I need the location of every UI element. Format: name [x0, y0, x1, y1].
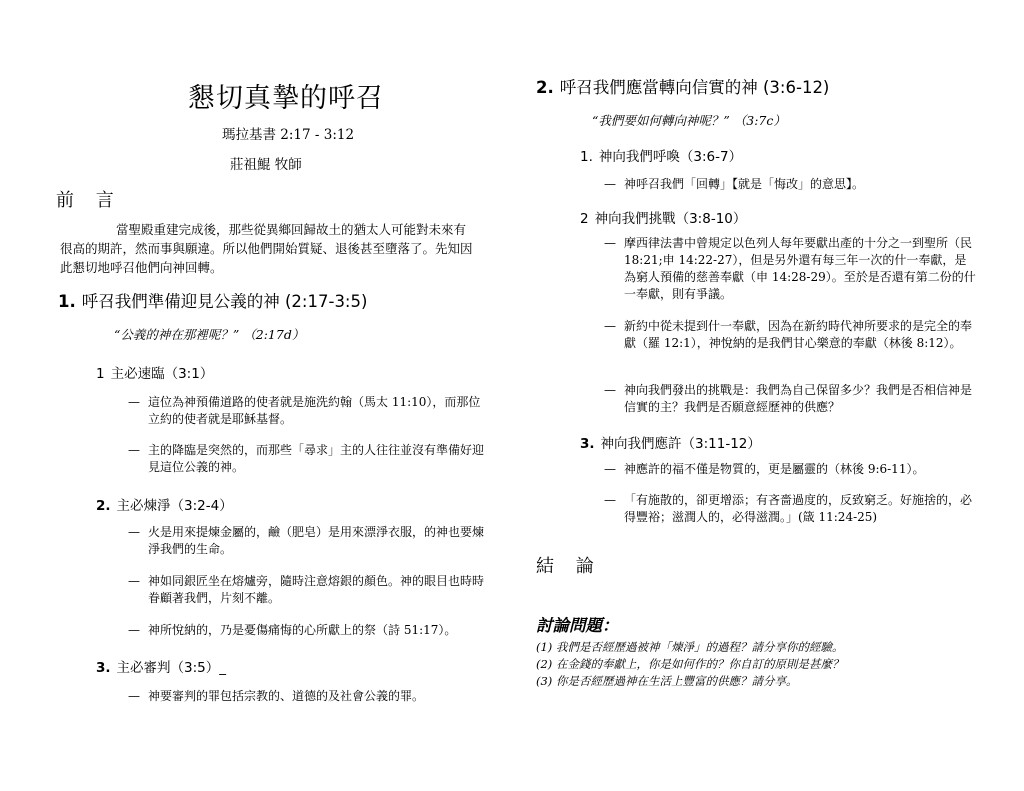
section-1-sub-3-heading [96, 656, 226, 676]
section-1-sub-1-title: 主必速臨（3:1） [110, 366, 214, 382]
author-line: 莊祖鯤 牧師 [230, 157, 302, 173]
section-2-sub-1-heading [580, 145, 742, 165]
section-2-sub-3-number: 3. [580, 436, 595, 452]
section-2-sub-1-number: 1. [580, 149, 593, 165]
list-item [604, 235, 976, 303]
bullet-text: 「有施散的，卻更增添；有吝嗇過度的，反致窮乏。好施捨的，必得豐裕；滋潤人的，必得滋潤。」(箴 11:24-25) [624, 493, 973, 524]
bullet-text: 新約中從未提到什一奉獻，因為在新約時代神所要求的是完全的奉獻（羅 12:1），神悅納的是我們甘心樂意的奉獻（林後 8:12）。 [624, 319, 973, 350]
section-1-heading [58, 288, 367, 312]
bullet-text: 神應許的福不僅是物質的，更是屬靈的（林後 9:6-11）。 [624, 462, 925, 476]
bullet-text: 神呼召我們「回轉」【就是「悔改」的意思】。 [624, 177, 865, 191]
bullet-text: 神向我們發出的挑戰是：我們為自己保留多少？我們是否相信神是信實的主？我們是否願意經歷神的供應？ [624, 383, 973, 414]
discussion-title: 討論問題： [536, 616, 619, 635]
section-2-sub-3-heading [580, 432, 761, 452]
bullet-text: 火是用來提煉金屬的，鹼（肥皂）是用來漂淨衣服，的神也要煉淨我們的生命。 [148, 525, 485, 556]
section-1-number: 1. [58, 292, 76, 311]
section-2-heading [536, 74, 829, 98]
discussion-item: (1) 我們是否經歷過被神「煉淨」的過程？請分享你的經驗。 [536, 640, 844, 654]
dash-bullet-icon: — [128, 525, 140, 539]
section-2-sub-2-title: 神向我們挑戰（3:8-10） [594, 211, 747, 227]
section-2-number: 2. [536, 78, 554, 97]
section-1-sub-1-heading [96, 362, 213, 382]
intro-paragraph: 當聖殿重建完成後，那些從異鄉回歸故土的猶太人可能對未來有很高的期許，然而事與願違。所以他們開始質疑、退後甚至墮落了。先知因此懇切地呼召他們向神回轉。 [60, 222, 473, 275]
section-1-sub-2-heading [96, 494, 233, 514]
bullet-text: 神所悅納的，乃是憂傷痛悔的心所獻上的祭（詩 51:17）。 [148, 623, 457, 637]
section-2-sub-3-title: 神向我們應許（3:11-12） [600, 436, 761, 452]
section-1-sub-2-number: 2. [96, 498, 111, 514]
page-title: 懇切真摯的呼召 [188, 83, 384, 114]
section-2-quote: “我們要如何轉向神呢？” （3:7c） [592, 113, 786, 128]
section-2-title: 呼召我們應當轉向信實的神 (3:6-12) [559, 78, 830, 97]
dash-bullet-icon: — [604, 236, 616, 250]
section-1-sub-2-title: 主必煉淨（3:2-4） [116, 498, 233, 514]
intro-heading: 前 言 [56, 190, 122, 211]
dash-bullet-icon: — [128, 574, 140, 588]
bullet-text: 神如同銀匠坐在熔爐旁，隨時注意熔銀的顏色。神的眼目也時時眷顧著我們，片刻不離。 [148, 574, 485, 605]
list-item [604, 492, 976, 526]
list-item [128, 688, 484, 705]
section-1-sub-1-number: 1 [96, 366, 105, 382]
conclusion-heading: 結 論 [536, 556, 602, 577]
section-1-quote: “公義的神在那裡呢？” （2:17d） [114, 327, 305, 342]
dash-bullet-icon: — [604, 177, 616, 191]
scripture-reference: 瑪拉基書 2:17 - 3:12 [222, 127, 355, 143]
dash-bullet-icon: — [604, 319, 616, 333]
section-2-sub-2-number: 2 [580, 211, 589, 227]
dash-bullet-icon: — [128, 443, 140, 457]
section-1-sub-3-number: 3. [96, 660, 111, 676]
discussion-item: (3) 你是否經歷過神在生活上豐富的供應？請分享。 [536, 674, 798, 688]
dash-bullet-icon: — [604, 383, 616, 397]
list-item [604, 461, 976, 478]
bullet-text: 這位為神預備道路的使者就是施洗約翰（馬太 11:10），而那位立約的使者就是耶穌基督。 [148, 395, 481, 426]
dash-bullet-icon: — [128, 689, 140, 703]
list-item [604, 176, 976, 193]
list-item [128, 622, 484, 639]
dash-bullet-icon: — [604, 462, 616, 476]
list-item [604, 318, 976, 352]
list-item [128, 442, 484, 476]
bullet-text: 摩西律法書中曾規定以色列人每年要獻出產的十分之一到聖所（民 18:21;申 14:22-27），但是另外還有每三年一次的什一奉獻，是為窮人預備的慈善奉獻（申 14:28-29）。至於是否還有第二份的什一奉獻，則有爭議。 [624, 236, 976, 301]
dash-bullet-icon: — [128, 623, 140, 637]
section-1-title: 呼召我們準備迎見公義的神 (2:17-3:5) [81, 292, 368, 311]
list-item [128, 394, 484, 428]
bullet-text: 神要審判的罪包括宗教的、道德的及社會公義的罪。 [148, 689, 425, 703]
bullet-text: 主的降臨是突然的，而那些「尋求」主的人往往並沒有準備好迎見這位公義的神。 [148, 443, 485, 474]
dash-bullet-icon: — [128, 395, 140, 409]
section-1-sub-3-title: 主必審判（3:5）_ [116, 660, 227, 676]
list-item [128, 524, 484, 558]
discussion-item: (2) 在金錢的奉獻上，你是如何作的？你自訂的原則是甚麼？ [536, 657, 844, 671]
section-2-sub-2-heading [580, 207, 746, 227]
section-2-sub-1-title: 神向我們呼喚（3:6-7） [598, 149, 743, 165]
list-item [604, 382, 976, 416]
list-item [128, 573, 484, 607]
dash-bullet-icon: — [604, 493, 616, 507]
